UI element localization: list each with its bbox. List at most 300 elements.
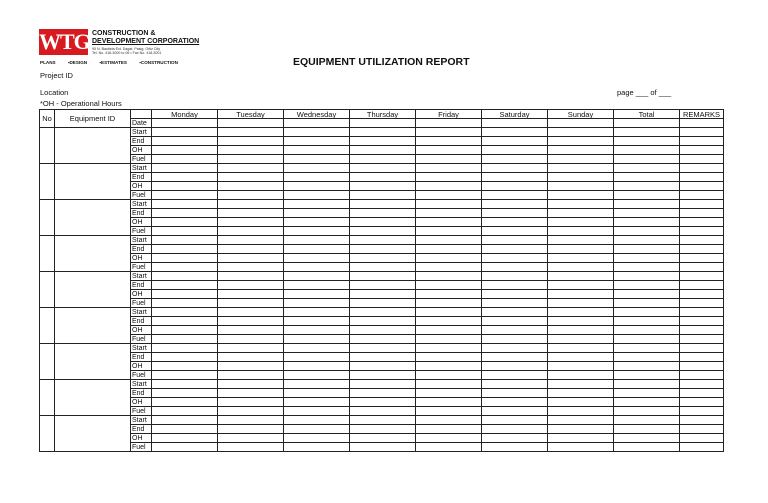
entry-cell[interactable] [482, 407, 548, 416]
entry-cell[interactable] [680, 416, 724, 425]
entry-cell[interactable] [680, 407, 724, 416]
entry-cell[interactable] [284, 281, 350, 290]
entry-cell[interactable] [152, 389, 218, 398]
entry-cell[interactable] [350, 191, 416, 200]
entry-cell[interactable] [284, 254, 350, 263]
entry-cell[interactable] [152, 146, 218, 155]
entry-cell[interactable] [416, 407, 482, 416]
entry-cell[interactable] [416, 227, 482, 236]
entry-cell[interactable] [680, 191, 724, 200]
entry-cell[interactable] [548, 218, 614, 227]
entry-cell[interactable] [614, 362, 680, 371]
entry-cell[interactable] [548, 227, 614, 236]
entry-cell[interactable] [416, 254, 482, 263]
entry-cell[interactable] [482, 434, 548, 443]
entry-cell[interactable] [416, 299, 482, 308]
entry-cell[interactable] [680, 236, 724, 245]
entry-cell[interactable] [614, 236, 680, 245]
entry-cell[interactable] [614, 434, 680, 443]
entry-cell[interactable] [548, 164, 614, 173]
entry-cell[interactable] [416, 317, 482, 326]
entry-cell[interactable] [350, 425, 416, 434]
entry-cell[interactable] [614, 146, 680, 155]
entry-cell[interactable] [482, 263, 548, 272]
entry-cell[interactable] [152, 326, 218, 335]
entry-cell[interactable] [680, 182, 724, 191]
entry-cell[interactable] [218, 398, 284, 407]
entry-cell[interactable] [680, 272, 724, 281]
entry-cell[interactable] [152, 155, 218, 164]
entry-cell[interactable] [284, 155, 350, 164]
date-cell[interactable] [152, 119, 218, 128]
entry-cell[interactable] [548, 146, 614, 155]
entry-cell[interactable] [218, 200, 284, 209]
equipment-id-cell[interactable] [55, 272, 131, 308]
entry-cell[interactable] [614, 191, 680, 200]
entry-cell[interactable] [614, 200, 680, 209]
entry-cell[interactable] [350, 128, 416, 137]
entry-cell[interactable] [350, 389, 416, 398]
entry-cell[interactable] [482, 254, 548, 263]
entry-cell[interactable] [416, 308, 482, 317]
entry-cell[interactable] [152, 281, 218, 290]
entry-cell[interactable] [350, 317, 416, 326]
entry-cell[interactable] [482, 227, 548, 236]
entry-cell[interactable] [284, 443, 350, 452]
entry-cell[interactable] [416, 137, 482, 146]
entry-cell[interactable] [284, 398, 350, 407]
entry-cell[interactable] [482, 299, 548, 308]
entry-cell[interactable] [218, 380, 284, 389]
no-cell[interactable] [40, 200, 55, 236]
entry-cell[interactable] [218, 191, 284, 200]
entry-cell[interactable] [416, 272, 482, 281]
no-cell[interactable] [40, 272, 55, 308]
entry-cell[interactable] [284, 137, 350, 146]
entry-cell[interactable] [548, 344, 614, 353]
entry-cell[interactable] [218, 272, 284, 281]
entry-cell[interactable] [482, 317, 548, 326]
entry-cell[interactable] [482, 398, 548, 407]
entry-cell[interactable] [482, 281, 548, 290]
entry-cell[interactable] [416, 443, 482, 452]
entry-cell[interactable] [152, 182, 218, 191]
entry-cell[interactable] [416, 263, 482, 272]
entry-cell[interactable] [152, 398, 218, 407]
entry-cell[interactable] [680, 281, 724, 290]
entry-cell[interactable] [416, 200, 482, 209]
no-cell[interactable] [40, 380, 55, 416]
entry-cell[interactable] [548, 416, 614, 425]
entry-cell[interactable] [218, 164, 284, 173]
entry-cell[interactable] [614, 335, 680, 344]
entry-cell[interactable] [416, 425, 482, 434]
entry-cell[interactable] [548, 371, 614, 380]
entry-cell[interactable] [350, 146, 416, 155]
entry-cell[interactable] [680, 326, 724, 335]
entry-cell[interactable] [350, 353, 416, 362]
entry-cell[interactable] [416, 380, 482, 389]
entry-cell[interactable] [548, 254, 614, 263]
entry-cell[interactable] [284, 236, 350, 245]
entry-cell[interactable] [680, 245, 724, 254]
date-cell[interactable] [614, 119, 680, 128]
entry-cell[interactable] [614, 344, 680, 353]
equipment-id-cell[interactable] [55, 308, 131, 344]
entry-cell[interactable] [284, 308, 350, 317]
entry-cell[interactable] [548, 299, 614, 308]
entry-cell[interactable] [350, 290, 416, 299]
entry-cell[interactable] [614, 137, 680, 146]
entry-cell[interactable] [416, 191, 482, 200]
entry-cell[interactable] [416, 209, 482, 218]
entry-cell[interactable] [218, 416, 284, 425]
entry-cell[interactable] [284, 128, 350, 137]
entry-cell[interactable] [482, 137, 548, 146]
entry-cell[interactable] [680, 389, 724, 398]
entry-cell[interactable] [152, 371, 218, 380]
entry-cell[interactable] [482, 308, 548, 317]
entry-cell[interactable] [416, 236, 482, 245]
entry-cell[interactable] [152, 128, 218, 137]
entry-cell[interactable] [284, 263, 350, 272]
entry-cell[interactable] [416, 128, 482, 137]
entry-cell[interactable] [416, 164, 482, 173]
entry-cell[interactable] [284, 335, 350, 344]
entry-cell[interactable] [548, 263, 614, 272]
no-cell[interactable] [40, 128, 55, 164]
entry-cell[interactable] [680, 299, 724, 308]
entry-cell[interactable] [680, 263, 724, 272]
entry-cell[interactable] [614, 263, 680, 272]
entry-cell[interactable] [680, 254, 724, 263]
entry-cell[interactable] [548, 443, 614, 452]
entry-cell[interactable] [614, 281, 680, 290]
entry-cell[interactable] [152, 335, 218, 344]
entry-cell[interactable] [548, 308, 614, 317]
entry-cell[interactable] [218, 218, 284, 227]
entry-cell[interactable] [284, 353, 350, 362]
entry-cell[interactable] [548, 380, 614, 389]
entry-cell[interactable] [548, 290, 614, 299]
entry-cell[interactable] [614, 272, 680, 281]
entry-cell[interactable] [152, 416, 218, 425]
entry-cell[interactable] [350, 344, 416, 353]
date-cell[interactable] [416, 119, 482, 128]
entry-cell[interactable] [614, 308, 680, 317]
entry-cell[interactable] [482, 353, 548, 362]
entry-cell[interactable] [482, 335, 548, 344]
entry-cell[interactable] [416, 398, 482, 407]
entry-cell[interactable] [152, 218, 218, 227]
entry-cell[interactable] [416, 326, 482, 335]
date-cell[interactable] [548, 119, 614, 128]
equipment-id-cell[interactable] [55, 236, 131, 272]
entry-cell[interactable] [482, 200, 548, 209]
entry-cell[interactable] [350, 416, 416, 425]
entry-cell[interactable] [350, 281, 416, 290]
entry-cell[interactable] [614, 299, 680, 308]
entry-cell[interactable] [218, 290, 284, 299]
entry-cell[interactable] [548, 209, 614, 218]
entry-cell[interactable] [680, 335, 724, 344]
entry-cell[interactable] [284, 362, 350, 371]
entry-cell[interactable] [218, 281, 284, 290]
entry-cell[interactable] [416, 173, 482, 182]
entry-cell[interactable] [482, 209, 548, 218]
entry-cell[interactable] [218, 344, 284, 353]
entry-cell[interactable] [482, 164, 548, 173]
entry-cell[interactable] [548, 398, 614, 407]
entry-cell[interactable] [614, 290, 680, 299]
entry-cell[interactable] [350, 245, 416, 254]
entry-cell[interactable] [152, 362, 218, 371]
entry-cell[interactable] [350, 164, 416, 173]
entry-cell[interactable] [350, 443, 416, 452]
date-cell[interactable] [284, 119, 350, 128]
entry-cell[interactable] [548, 317, 614, 326]
entry-cell[interactable] [548, 182, 614, 191]
entry-cell[interactable] [416, 146, 482, 155]
entry-cell[interactable] [350, 155, 416, 164]
no-cell[interactable] [40, 236, 55, 272]
entry-cell[interactable] [614, 209, 680, 218]
entry-cell[interactable] [350, 362, 416, 371]
entry-cell[interactable] [350, 398, 416, 407]
entry-cell[interactable] [680, 128, 724, 137]
entry-cell[interactable] [284, 434, 350, 443]
entry-cell[interactable] [152, 380, 218, 389]
entry-cell[interactable] [218, 155, 284, 164]
entry-cell[interactable] [284, 344, 350, 353]
entry-cell[interactable] [416, 344, 482, 353]
entry-cell[interactable] [218, 236, 284, 245]
entry-cell[interactable] [350, 182, 416, 191]
entry-cell[interactable] [218, 173, 284, 182]
entry-cell[interactable] [284, 317, 350, 326]
entry-cell[interactable] [350, 371, 416, 380]
entry-cell[interactable] [218, 308, 284, 317]
entry-cell[interactable] [680, 425, 724, 434]
entry-cell[interactable] [482, 380, 548, 389]
no-cell[interactable] [40, 416, 55, 452]
entry-cell[interactable] [152, 227, 218, 236]
entry-cell[interactable] [350, 227, 416, 236]
entry-cell[interactable] [548, 173, 614, 182]
entry-cell[interactable] [152, 308, 218, 317]
entry-cell[interactable] [218, 335, 284, 344]
entry-cell[interactable] [482, 236, 548, 245]
entry-cell[interactable] [614, 317, 680, 326]
equipment-id-cell[interactable] [55, 128, 131, 164]
entry-cell[interactable] [482, 371, 548, 380]
entry-cell[interactable] [416, 389, 482, 398]
entry-cell[interactable] [680, 344, 724, 353]
entry-cell[interactable] [350, 407, 416, 416]
entry-cell[interactable] [614, 398, 680, 407]
entry-cell[interactable] [680, 434, 724, 443]
entry-cell[interactable] [218, 371, 284, 380]
entry-cell[interactable] [152, 191, 218, 200]
entry-cell[interactable] [218, 389, 284, 398]
entry-cell[interactable] [152, 164, 218, 173]
entry-cell[interactable] [284, 164, 350, 173]
entry-cell[interactable] [350, 308, 416, 317]
entry-cell[interactable] [218, 254, 284, 263]
entry-cell[interactable] [548, 326, 614, 335]
entry-cell[interactable] [218, 128, 284, 137]
entry-cell[interactable] [218, 407, 284, 416]
entry-cell[interactable] [152, 272, 218, 281]
entry-cell[interactable] [680, 155, 724, 164]
entry-cell[interactable] [680, 218, 724, 227]
entry-cell[interactable] [218, 425, 284, 434]
entry-cell[interactable] [482, 443, 548, 452]
entry-cell[interactable] [152, 245, 218, 254]
entry-cell[interactable] [482, 290, 548, 299]
entry-cell[interactable] [152, 173, 218, 182]
entry-cell[interactable] [284, 227, 350, 236]
entry-cell[interactable] [350, 218, 416, 227]
entry-cell[interactable] [680, 398, 724, 407]
entry-cell[interactable] [218, 353, 284, 362]
entry-cell[interactable] [416, 362, 482, 371]
entry-cell[interactable] [548, 434, 614, 443]
entry-cell[interactable] [350, 137, 416, 146]
entry-cell[interactable] [548, 272, 614, 281]
entry-cell[interactable] [218, 434, 284, 443]
entry-cell[interactable] [680, 164, 724, 173]
entry-cell[interactable] [284, 371, 350, 380]
entry-cell[interactable] [152, 236, 218, 245]
entry-cell[interactable] [614, 380, 680, 389]
entry-cell[interactable] [152, 425, 218, 434]
entry-cell[interactable] [218, 326, 284, 335]
entry-cell[interactable] [614, 227, 680, 236]
entry-cell[interactable] [416, 155, 482, 164]
entry-cell[interactable] [482, 182, 548, 191]
entry-cell[interactable] [350, 236, 416, 245]
entry-cell[interactable] [350, 380, 416, 389]
entry-cell[interactable] [218, 245, 284, 254]
entry-cell[interactable] [548, 389, 614, 398]
date-cell[interactable] [218, 119, 284, 128]
entry-cell[interactable] [350, 335, 416, 344]
entry-cell[interactable] [416, 434, 482, 443]
entry-cell[interactable] [416, 182, 482, 191]
entry-cell[interactable] [680, 200, 724, 209]
entry-cell[interactable] [284, 146, 350, 155]
no-cell[interactable] [40, 344, 55, 380]
entry-cell[interactable] [284, 407, 350, 416]
entry-cell[interactable] [350, 434, 416, 443]
entry-cell[interactable] [350, 263, 416, 272]
entry-cell[interactable] [548, 245, 614, 254]
entry-cell[interactable] [284, 209, 350, 218]
entry-cell[interactable] [482, 326, 548, 335]
entry-cell[interactable] [284, 425, 350, 434]
entry-cell[interactable] [614, 218, 680, 227]
entry-cell[interactable] [614, 182, 680, 191]
entry-cell[interactable] [680, 380, 724, 389]
entry-cell[interactable] [548, 407, 614, 416]
entry-cell[interactable] [218, 209, 284, 218]
entry-cell[interactable] [284, 218, 350, 227]
entry-cell[interactable] [482, 146, 548, 155]
entry-cell[interactable] [548, 200, 614, 209]
entry-cell[interactable] [482, 191, 548, 200]
entry-cell[interactable] [350, 200, 416, 209]
date-cell[interactable] [350, 119, 416, 128]
entry-cell[interactable] [152, 353, 218, 362]
entry-cell[interactable] [548, 236, 614, 245]
entry-cell[interactable] [482, 155, 548, 164]
entry-cell[interactable] [614, 425, 680, 434]
entry-cell[interactable] [218, 227, 284, 236]
entry-cell[interactable] [548, 425, 614, 434]
entry-cell[interactable] [152, 263, 218, 272]
entry-cell[interactable] [218, 146, 284, 155]
entry-cell[interactable] [152, 290, 218, 299]
entry-cell[interactable] [614, 155, 680, 164]
entry-cell[interactable] [482, 389, 548, 398]
entry-cell[interactable] [218, 182, 284, 191]
entry-cell[interactable] [614, 245, 680, 254]
entry-cell[interactable] [350, 272, 416, 281]
entry-cell[interactable] [680, 308, 724, 317]
equipment-id-cell[interactable] [55, 200, 131, 236]
entry-cell[interactable] [482, 362, 548, 371]
entry-cell[interactable] [284, 245, 350, 254]
entry-cell[interactable] [284, 173, 350, 182]
entry-cell[interactable] [614, 371, 680, 380]
entry-cell[interactable] [284, 290, 350, 299]
entry-cell[interactable] [416, 416, 482, 425]
date-cell[interactable] [680, 119, 724, 128]
entry-cell[interactable] [482, 344, 548, 353]
entry-cell[interactable] [680, 371, 724, 380]
entry-cell[interactable] [218, 263, 284, 272]
entry-cell[interactable] [614, 389, 680, 398]
no-cell[interactable] [40, 164, 55, 200]
entry-cell[interactable] [152, 200, 218, 209]
entry-cell[interactable] [614, 407, 680, 416]
entry-cell[interactable] [614, 173, 680, 182]
entry-cell[interactable] [416, 290, 482, 299]
entry-cell[interactable] [482, 416, 548, 425]
entry-cell[interactable] [614, 164, 680, 173]
entry-cell[interactable] [482, 218, 548, 227]
entry-cell[interactable] [350, 299, 416, 308]
entry-cell[interactable] [614, 416, 680, 425]
entry-cell[interactable] [482, 245, 548, 254]
equipment-id-cell[interactable] [55, 380, 131, 416]
entry-cell[interactable] [218, 317, 284, 326]
entry-cell[interactable] [482, 128, 548, 137]
entry-cell[interactable] [152, 443, 218, 452]
entry-cell[interactable] [284, 191, 350, 200]
entry-cell[interactable] [284, 326, 350, 335]
equipment-id-cell[interactable] [55, 416, 131, 452]
no-cell[interactable] [40, 308, 55, 344]
entry-cell[interactable] [284, 272, 350, 281]
entry-cell[interactable] [284, 389, 350, 398]
entry-cell[interactable] [284, 299, 350, 308]
entry-cell[interactable] [548, 137, 614, 146]
entry-cell[interactable] [548, 128, 614, 137]
entry-cell[interactable] [416, 281, 482, 290]
entry-cell[interactable] [152, 407, 218, 416]
